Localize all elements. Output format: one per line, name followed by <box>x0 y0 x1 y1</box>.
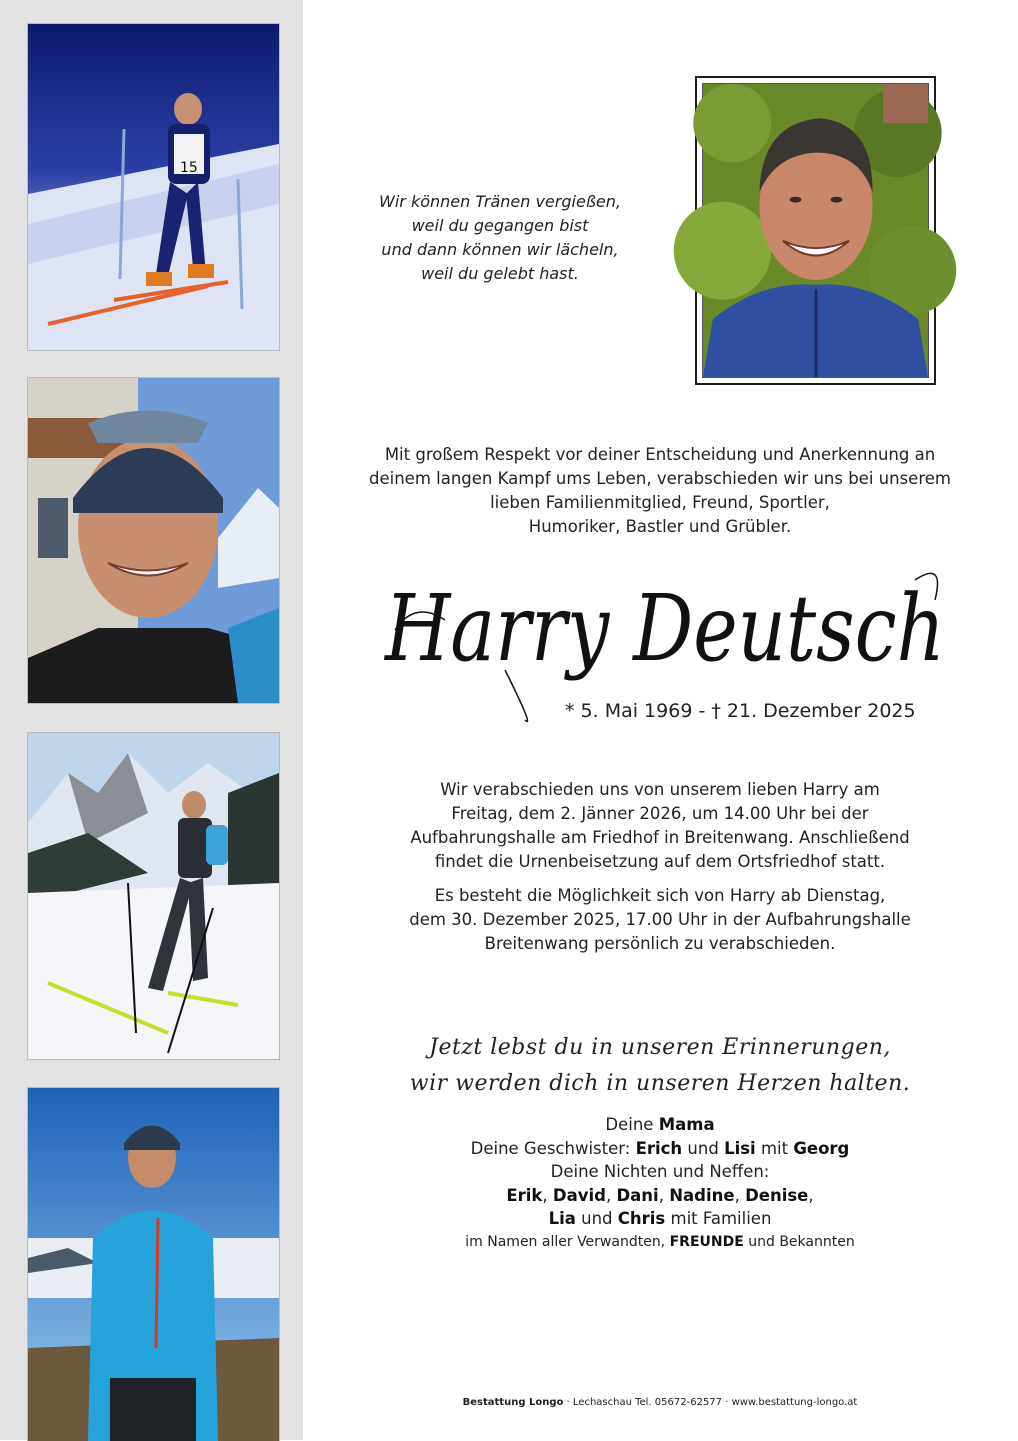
family-line-siblings <box>350 1137 970 1161</box>
family-text: , <box>658 1185 670 1205</box>
poem-line: weil du gelebt hast. <box>421 264 579 283</box>
family-text: mit <box>755 1138 794 1158</box>
family-text: und <box>682 1138 725 1158</box>
footer-details: · Lechaschau Tel. 05672-62577 · www.bestattung-longo.at <box>563 1397 858 1408</box>
family-text: Deine Geschwister: <box>470 1138 636 1158</box>
footer-company: Bestattung Longo <box>462 1397 564 1408</box>
family-text: und Bekannten <box>743 1233 855 1250</box>
photo-sidebar <box>0 0 303 1440</box>
poem-line: Wir können Tränen vergießen, <box>379 192 621 211</box>
service-line: Es besteht die Möglichkeit sich von Harry ab Dienstag, <box>434 886 886 905</box>
family-text: im Namen aller Verwandten, <box>465 1233 670 1250</box>
respect-line: deinem langen Kampf ums Leben, verabschieden wir uns bei unserem <box>369 469 951 488</box>
poem-line: weil du gegangen bist <box>411 216 589 235</box>
family-text: und <box>575 1209 618 1228</box>
paragraph-gap <box>350 874 970 884</box>
family-name: Lia <box>548 1209 576 1228</box>
respect-line: Humoriker, Bastler und Grübler. <box>528 517 792 536</box>
service-details <box>350 778 970 956</box>
family-name: Lisi <box>724 1138 756 1158</box>
poem <box>345 190 655 286</box>
service-line: dem 30. Dezember 2025, 17.00 Uhr in der Aufbahrungshalle <box>409 910 911 929</box>
family-text: , <box>808 1185 814 1205</box>
family-text: Deine <box>605 1115 659 1134</box>
family-name: Georg <box>793 1138 850 1158</box>
memory-line: wir werden dich in unseren Herzen halten. <box>409 1071 911 1096</box>
photo-beanie-selfie <box>27 377 280 704</box>
service-line: findet die Urnenbeisetzung auf dem Ortsfriedhof statt. <box>434 852 886 871</box>
service-line: Aufbahrungshalle am Friedhof in Breitenwang. Anschließend <box>410 828 910 847</box>
family-name: Mama <box>658 1115 715 1134</box>
family-line-relatives <box>350 1231 970 1255</box>
respect-text <box>350 443 970 539</box>
memory-quote <box>360 1030 960 1102</box>
poem-line: und dann können wir lächeln, <box>381 240 619 259</box>
memory-line: Jetzt lebst du in unseren Erinnerungen, <box>429 1035 891 1060</box>
service-line: Freitag, dem 2. Jänner 2026, um 14.00 Uhr bei der <box>451 804 869 823</box>
photo-ski-touring-mountains <box>27 732 280 1060</box>
life-dates: * 5. Mai 1969 - † 21. Dezember 2025 <box>565 700 916 722</box>
svg-text:15: 15 <box>180 160 198 176</box>
family-name: Denise <box>745 1185 809 1205</box>
family-text: , <box>734 1185 746 1205</box>
family-text: , <box>542 1185 553 1205</box>
footer <box>350 1397 970 1408</box>
service-line: Breitenwang persönlich zu verabschieden. <box>484 934 836 953</box>
family-line-lia-chris <box>350 1207 970 1231</box>
family-name: Erik <box>506 1185 543 1205</box>
family-line-nieces: Deine Nichten und Neffen: <box>550 1162 770 1181</box>
photo-skiing-night <box>27 23 280 351</box>
photo-blue-jacket-summit <box>27 1087 280 1441</box>
family-name: FREUNDE <box>669 1233 744 1250</box>
family-line-names <box>350 1184 970 1208</box>
deceased-name-text: Harry Deutsch <box>383 575 945 682</box>
family-name: Erich <box>635 1138 683 1158</box>
family-name: Chris <box>617 1209 666 1228</box>
family-name: Nadine <box>669 1185 735 1205</box>
family-text: mit Familien <box>665 1209 772 1228</box>
respect-line: lieben Familienmitglied, Freund, Sportler, <box>490 493 830 512</box>
family-text: , <box>605 1185 617 1205</box>
family-line-mama <box>350 1113 970 1137</box>
portrait-photo <box>702 83 929 378</box>
service-line: Wir verabschieden uns von unserem lieben Harry am <box>440 780 880 799</box>
family-name: Dani <box>616 1185 659 1205</box>
portrait-frame <box>695 76 936 385</box>
respect-line: Mit großem Respekt vor deiner Entscheidung und Anerkennung an <box>384 445 936 464</box>
family-name: David <box>552 1185 606 1205</box>
family-list <box>350 1113 970 1254</box>
